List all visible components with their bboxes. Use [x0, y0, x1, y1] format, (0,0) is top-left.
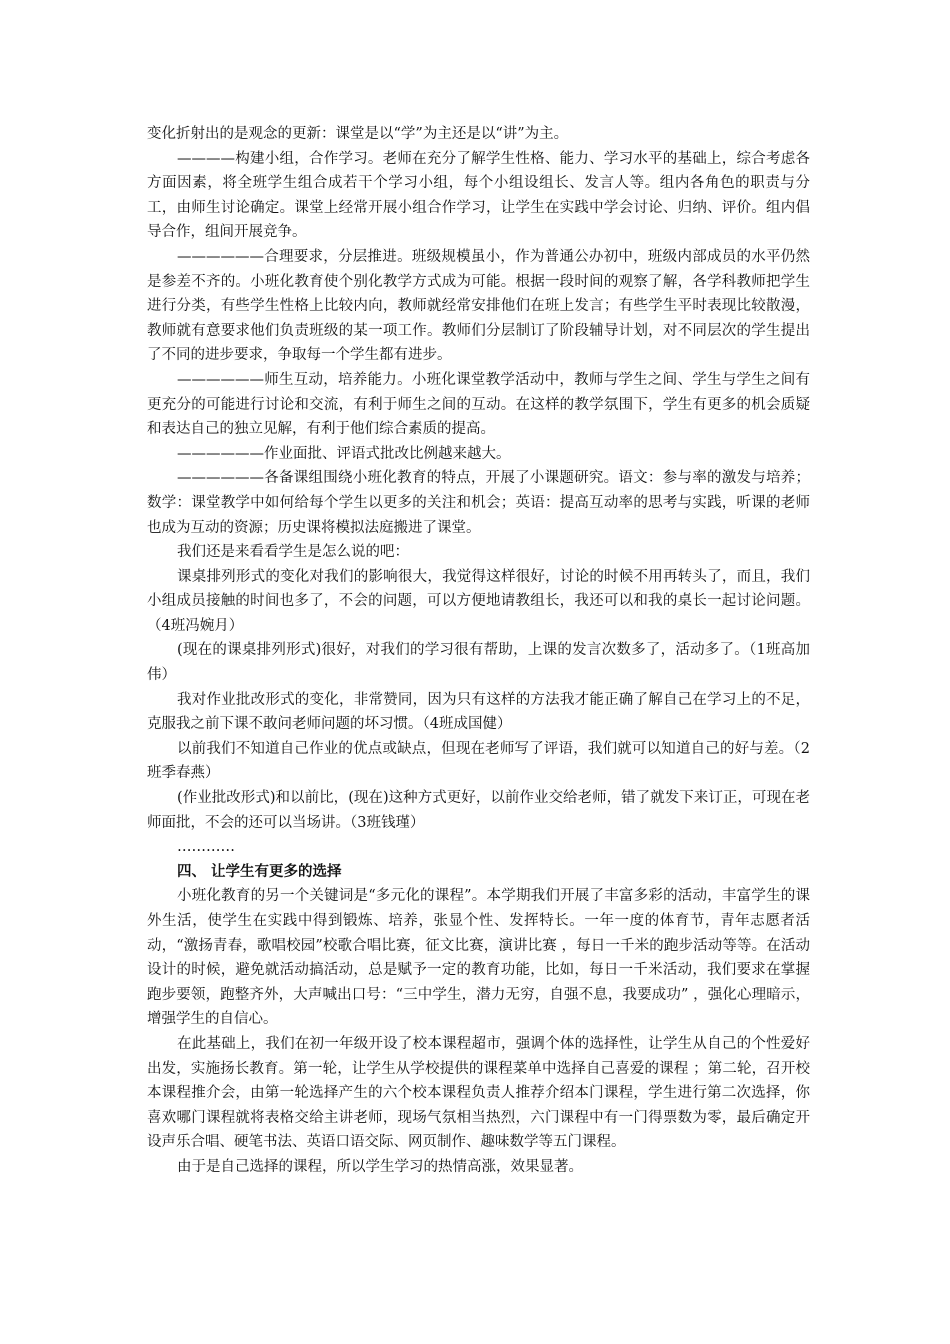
paragraph: 变化折射出的是观念的更新：课堂是以“学”为主还是以“讲”为主。	[147, 126, 569, 142]
student-quote: (作业批改形式)和以前比，(现在)这种方式更好，以前作业交给老师，错了就发下来订正，可现在老师面批，不会的还可以当场讲。（3班钱瑾）	[147, 790, 810, 831]
paragraph: 我们还是来看看学生是怎么说的吧：	[177, 544, 409, 561]
paragraph: ——————师生互动，培养能力。小班化课堂教学活动中，教师与学生之间、学生与学生之间有更充分的可能进行讨论和交流，有利于师生之间的互动。在这样的教学氛围下，学生有更多的机会质疑和表达自己的独立见解，有利于他们综合素质的提高。	[147, 371, 810, 438]
document-page	[147, 122, 810, 1180]
student-quote: 以前我们不知道自己作业的优点或缺点，但现在老师写了评语，我们就可以知道自己的好与差。（2班季春燕）	[147, 740, 810, 782]
paragraph: ——————作业面批、评语式批改比例越来越大。	[177, 445, 511, 462]
paragraph: 由于是自己选择的课程，所以学生学习的热情高涨，效果显著。	[177, 1158, 583, 1175]
paragraph: ——————各备课组围绕小班化教育的特点，开展了小课题研究。语文：参与率的激发与培养；数学：课堂教学中如何给每个学生以更多的关注和机会；英语：提高互动率的思考与实践，听课的老师也成为互动的资源；历史课将模拟法庭搬进了课堂。	[147, 470, 810, 536]
section-heading: 四、 让学生有更多的选择	[177, 863, 342, 880]
student-quote: (现在的课桌排列形式)很好，对我们的学习很有帮助，上课的发言次数多了，活动多了。（1班高加伟）	[147, 642, 810, 684]
paragraph: 在此基础上，我们在初一年级开设了校本课程超市，强调个体的选择性，让学生从自己的个性爱好出发，实施扬长教育。第一轮，让学生从学校提供的课程菜单中选择自己喜爱的课程 ；第二轮，召开校本课程推介会，由第一轮选择产生的六个校本课程负责人推荐介绍本门课程，学生进行第二次选择，你喜欢哪门课程就将表格交给主讲老师，现场气氛相当热烈，六门课程中有一门得票数为零，最后确定开设声乐合唱、硬笔书法、英语口语交际、网页制作、趣味数学等五门课程。	[147, 1035, 810, 1151]
paragraph: ————构建小组，合作学习。老师在充分了解学生性格、能力、学习水平的基础上，综合考虑各方面因素，将全班学生组合成若干个学习小组，每个小组设组长、发言人等。组内各角色的职责与分工，由师生讨论确定。课堂上经常开展小组合作学习，让学生在实践中学会讨论、归纳、评价。组内倡导合作，组间开展竞争。	[147, 150, 810, 241]
paragraph: 小班化教育的另一个关键词是“多元化的课程”。本学期我们开展了丰富多彩的活动，丰富学生的课外生活，使学生在实践中得到锻炼、培养，张显个性、发挥特长。一年一度的体育节，青年志愿者活动，“激扬青春，歌唱校园”校歌合唱比赛，征文比赛，演讲比赛 ，每日一千米的跑步活动等等。在活动设计的时候，避免就活动搞活动，总是赋予一定的教育功能，比如，每日一千米活动，我们要求在掌握跑步要领，跑整齐外，大声喊出口号：“三中学生，潜力无穷，自强不息，我要成功” ，强化心理暗示，增强学生的自信心。	[147, 888, 810, 1028]
student-quote: 课桌排列形式的变化对我们的影响很大，我觉得这样很好，讨论的时候不用再转头了，而且，我们小组成员接触的时间也多了，不会的问题，可以方便地请教组长，我还可以和我的桌长一起讨论问题。（4班冯婉月）	[147, 568, 810, 634]
ellipsis: …………	[177, 839, 235, 856]
student-quote: 我对作业批改形式的变化，非常赞同，因为只有这样的方法我才能正确了解自己在学习上的不足，克服我之前下课不敢问老师问题的坏习惯。（4班成国健）	[147, 691, 810, 733]
paragraph: ——————合理要求，分层推进。班级规模虽小，作为普通公办初中，班级内部成员的水平仍然是参差不齐的。小班化教育使个别化教学方式成为可能。根据一段时间的观察了解，各学科教师把学生进行分类，有些学生性格上比较内向，教师就经常安排他们在班上发言；有些学生平时表现比较散漫，教师就有意要求他们负责班级的某一项工作。教师们分层制订了阶段辅导计划，对不同层次的学生提出了不同的进步要求，争取每一个学生都有进步。	[147, 248, 810, 364]
